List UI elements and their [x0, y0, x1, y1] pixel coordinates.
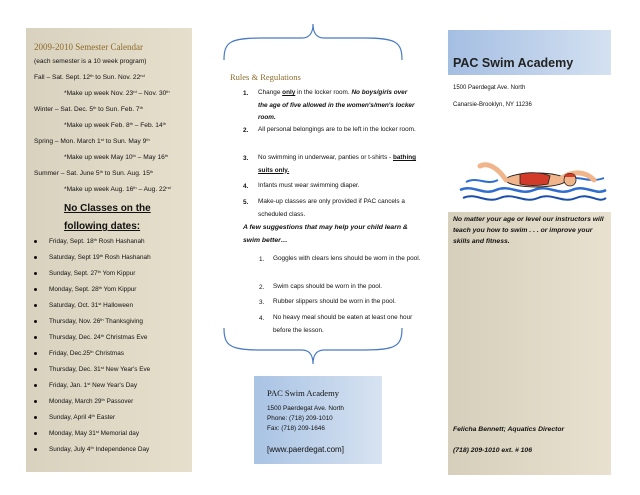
semester-note: (each semester is a 10 week program): [34, 58, 147, 65]
cover-lower-band: [448, 212, 611, 475]
spring-makeup: *Make up week May 10th – May 16th: [64, 153, 169, 161]
rule-2: All personal belongings are to be left in the locker room.: [258, 126, 416, 133]
spring-semester: Spring – Mon. March 1st to Sun. May 9th: [34, 137, 150, 145]
suggestion-number: 1.: [259, 256, 265, 263]
suggestion-number: 4.: [259, 315, 265, 322]
rule-number: 5.: [243, 199, 249, 206]
card-phone: Phone: (718) 209-1010: [267, 415, 333, 422]
bottom-brace: [222, 326, 404, 366]
cover-address: 1500 Paerdegat Ave. North: [453, 85, 526, 91]
fall-semester: Fall – Sat. Sept. 12th to Sun. Nov. 22nd: [34, 73, 145, 81]
bullet-icon: [34, 304, 37, 307]
suggestions-title: A few suggestions that may help your child learn & swim better…: [243, 224, 408, 244]
holiday-item: Friday, Jan. 1st New Year's Day: [34, 382, 137, 389]
holiday-item: Sunday, Sept. 27th Yom Kippur: [34, 270, 135, 277]
holiday-item: Sunday, April 4th Easter: [34, 414, 115, 421]
top-brace: [222, 22, 404, 62]
winter-makeup: *Make up week Feb. 8th – Feb. 14th: [64, 121, 166, 129]
bullet-icon: [34, 400, 37, 403]
summer-makeup: *Make up week Aug. 16th – Aug. 22nd: [64, 185, 171, 193]
holiday-item: Monday, March 29th Passover: [34, 398, 133, 405]
holiday-item: Friday, Dec.25th Christmas: [34, 350, 124, 357]
holiday-item: Thursday, Dec. 24th Christmas Eve: [34, 334, 147, 341]
rule-3: No swimming in underwear, panties or t-shirts - bathing suits only.: [258, 154, 417, 174]
fall-makeup: *Make up week Nov. 23rd – Nov. 30th: [64, 89, 170, 97]
card-fax: Fax: (718) 209-1646: [267, 425, 325, 432]
rule-5: Make-up classes are only provided if PAC cancels a scheduled class.: [258, 198, 405, 218]
calendar-title: 2009-2010 Semester Calendar: [34, 42, 143, 52]
suggestion-1: Goggles with clears lens should be worn in the pool.: [273, 255, 421, 262]
rule-number: 2.: [243, 127, 249, 134]
rules-title: Rules & Regulations: [230, 72, 301, 82]
bullet-icon: [34, 368, 37, 371]
card-title: PAC Swim Academy: [267, 388, 339, 398]
holiday-item: Saturday, Sept 19th Rosh Hashanah: [34, 254, 151, 261]
cover-tagline: No matter your age or level our instructors will teach you how to swim . . . or improve your skills and fitness.: [453, 216, 604, 245]
holiday-item: Monday, Sept. 28th Yom Kippur: [34, 286, 136, 293]
bullet-icon: [34, 416, 37, 419]
rule-number: 3.: [243, 155, 249, 162]
bullet-icon: [34, 336, 37, 339]
rule-4: Infants must wear swimming diaper.: [258, 182, 360, 189]
rule-number: 4.: [243, 183, 249, 190]
director-phone: (718) 209-1010 ext. # 106: [453, 447, 532, 454]
bullet-icon: [34, 320, 37, 323]
winter-semester: Winter – Sat. Dec. 5th to Sun. Feb. 7th: [34, 105, 143, 113]
suggestion-4: No heavy meal should be eaten at least one hour before the lesson.: [273, 314, 413, 334]
cover-city: Canarsie-Brooklyn, NY 11236: [453, 102, 532, 108]
holiday-item: Sunday, July 4th Independence Day: [34, 446, 149, 453]
bullet-icon: [34, 384, 37, 387]
suggestion-number: 3.: [259, 299, 265, 306]
holiday-item: Friday, Sept. 18th Rosh Hashanah: [34, 238, 145, 245]
card-address: 1500 Paerdegat Ave. North: [267, 405, 344, 412]
bullet-icon: [34, 240, 37, 243]
holiday-item: Saturday, Oct. 31st Halloween: [34, 302, 133, 309]
bullet-icon: [34, 352, 37, 355]
website-link[interactable]: [www.paerdegat.com]: [267, 445, 344, 454]
bullet-icon: [34, 272, 37, 275]
cover-title: PAC Swim Academy: [453, 56, 574, 70]
bullet-icon: [34, 288, 37, 291]
holiday-item: Thursday, Dec. 31st New Year's Eve: [34, 366, 150, 373]
bullet-icon: [34, 448, 37, 451]
rule-number: 1.: [243, 90, 249, 97]
holiday-item: Monday, May 31st Memorial day: [34, 430, 139, 437]
summer-semester: Summer – Sat. June 5th to Sun. Aug. 15th: [34, 169, 154, 177]
suggestion-2: Swim caps should be worn in the pool.: [273, 283, 383, 290]
holiday-item: Thursday, Nov. 26th Thanksgiving: [34, 318, 143, 325]
no-classes-heading: No Classes on the following dates:: [64, 203, 151, 232]
director-name: Felicha Bennett; Aquatics Director: [453, 426, 565, 433]
bullet-icon: [34, 256, 37, 259]
rule-1: Change only in the locker room. No boys/girls over the age of five allowed in the women's/men's locker room.: [258, 89, 415, 121]
suggestion-number: 2.: [259, 284, 265, 291]
swimmer-illustration: [458, 150, 608, 210]
bullet-icon: [34, 432, 37, 435]
suggestion-3: Rubber slippers should be worn in the pool.: [273, 298, 396, 305]
